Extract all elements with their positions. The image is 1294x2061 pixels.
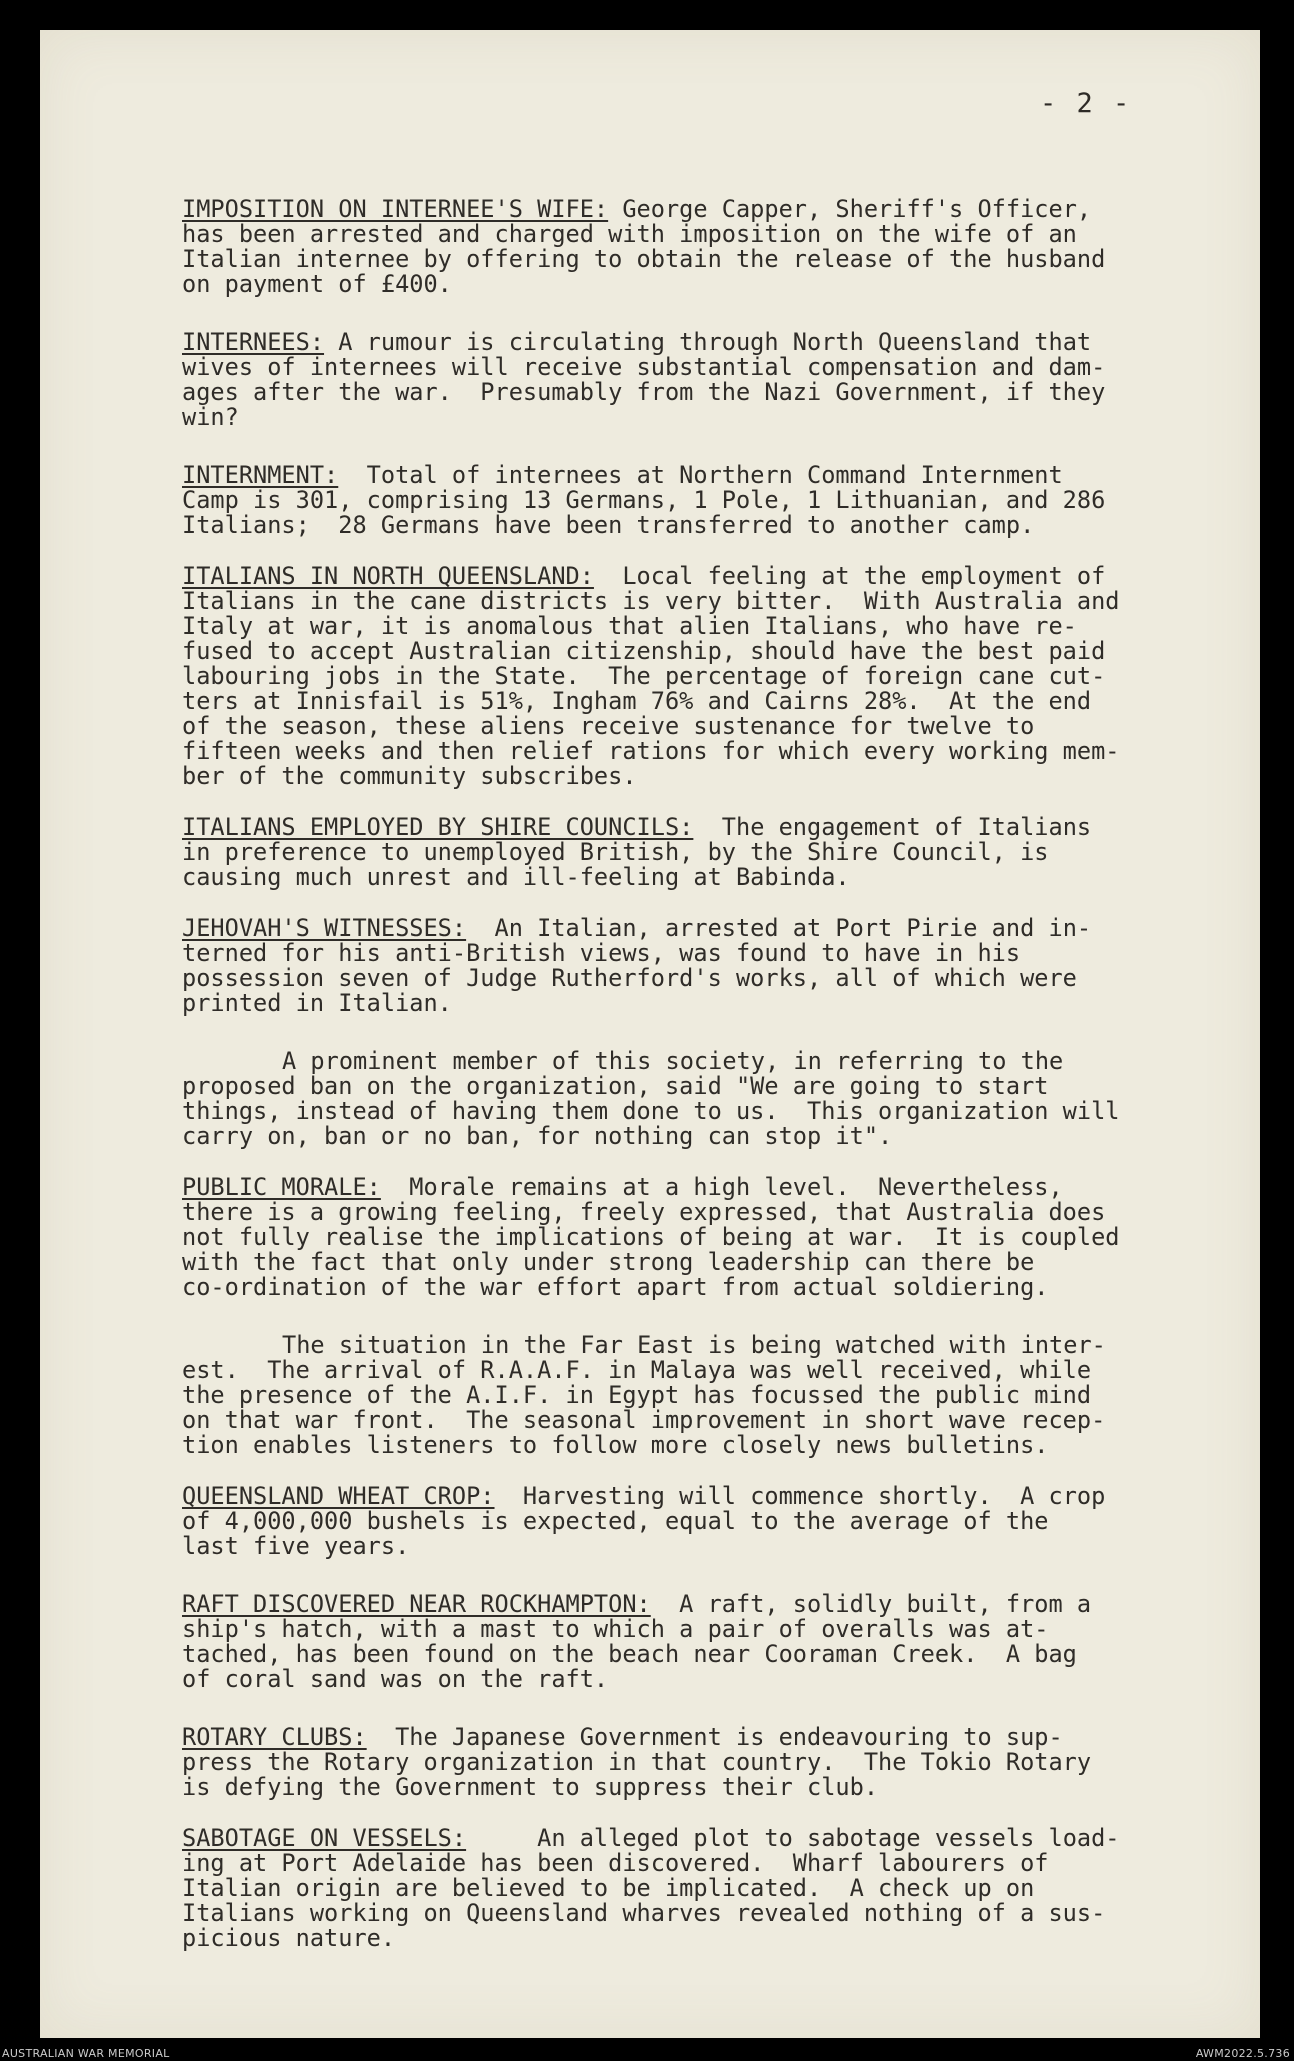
paragraph-line: A rumour is circulating through North Queensland that [324, 328, 1092, 356]
paragraph-line: picious nature. [182, 1924, 396, 1952]
paragraph-line: causing much unrest and ill-feeling at Babinda. [182, 863, 850, 891]
footer-source-label: AUSTRALIAN WAR MEMORIAL [2, 2047, 170, 2060]
paragraph-internment [182, 463, 1182, 538]
paragraph-line: wives of internees will receive substantial compensation and dam- [182, 353, 1106, 381]
document-body [182, 197, 1182, 1951]
paragraph-line: Local feeling at the employment of [593, 562, 1106, 590]
paragraph-heading: QUEENSLAND WHEAT CROP: [182, 1482, 495, 1510]
paragraph-line: last five years. [182, 1532, 410, 1560]
paragraph-line: press the Rotary organization in that country. The Tokio Rotary [182, 1748, 1092, 1776]
paragraph-line: A prominent member of this society, in referring to the [282, 1047, 1064, 1075]
page-number: - 2 - [1040, 88, 1132, 119]
footer-reference-number: AWM2022.5.736 [1195, 2047, 1290, 2060]
paragraph-line: on that war front. The seasonal improvement in short wave recep- [182, 1406, 1106, 1434]
paragraph-line: The situation in the Far East is being watched with inter- [282, 1331, 1106, 1359]
paragraph-rotary-clubs [182, 1725, 1182, 1800]
paragraph-line: Italians working on Queensland wharves revealed nothing of a sus- [182, 1899, 1106, 1927]
paragraph-line: Morale remains at a high level. Nevertheless, [380, 1173, 1063, 1201]
paragraph-line: Italy at war, it is anomalous that alien Italians, who have re- [182, 612, 1077, 640]
paragraph-line: ters at Innisfail is 51%, Ingham 76% and Cairns 28%. At the end [182, 687, 1092, 715]
paragraph-line: est. The arrival of R.A.A.F. in Malaya was well received, while [182, 1356, 1092, 1384]
paragraph-public-morale [182, 1175, 1182, 1300]
paragraph-line: Italian origin are believed to be implicated. A check up on [182, 1874, 1035, 1902]
paragraph-heading: SABOTAGE ON VESSELS: [182, 1824, 467, 1852]
paragraph-line: is defying the Government to suppress their club. [182, 1773, 879, 1801]
paragraph-line: An Italian, arrested at Port Pirie and in- [466, 914, 1092, 942]
paragraph-line: proposed ban on the organization, said "We are going to start [182, 1072, 1049, 1100]
paragraph-line: Italians in the cane districts is very bitter. With Australia and [182, 587, 1120, 615]
paragraph-heading: ITALIANS IN NORTH QUEENSLAND: [182, 562, 594, 590]
paragraph-heading: RAFT DISCOVERED NEAR ROCKHAMPTON: [182, 1590, 651, 1618]
paragraph-public-morale-continued [182, 1333, 1182, 1458]
paragraph-jehovahs-witnesses-continued [182, 1049, 1182, 1149]
paragraph-line: A raft, solidly built, from a [650, 1590, 1092, 1618]
paragraph-line: The Japanese Government is endeavouring to sup- [366, 1723, 1063, 1751]
paragraph-heading: INTERNMENT: [182, 461, 339, 489]
paragraph-line: win? [182, 403, 239, 431]
paragraph-line: tion enables listeners to follow more closely news bulletins. [182, 1431, 1049, 1459]
paragraph-line: fused to accept Australian citizenship, should have the best paid [182, 637, 1106, 665]
paragraph-line: ber of the community subscribes. [182, 762, 637, 790]
paragraph-line: has been arrested and charged with imposition on the wife of an [182, 220, 1077, 248]
paragraph-line: terned for his anti-British views, was found to have in his [182, 939, 1021, 967]
paragraph-line: The engagement of Italians [693, 813, 1092, 841]
paragraph-line: fifteen weeks and then relief rations for which every working mem- [182, 737, 1120, 765]
paragraph-line: co-ordination of the war effort apart from actual soldiering. [182, 1273, 1049, 1301]
paragraph-heading: ROTARY CLUBS: [182, 1723, 367, 1751]
paragraph-line: ship's hatch, with a mast to which a pair of overalls was at- [182, 1615, 1049, 1643]
paragraph-line: ages after the war. Presumably from the Nazi Government, if they [182, 378, 1106, 406]
paragraph-jehovahs-witnesses [182, 916, 1182, 1016]
paragraph-line: Italian internee by offering to obtain the release of the husband [182, 245, 1106, 273]
paragraph-raft-discovered [182, 1592, 1182, 1692]
paragraph-heading: INTERNEES: [182, 328, 325, 356]
paragraph-line: printed in Italian. [182, 989, 452, 1017]
paragraph-line: tached, has been found on the beach near Cooraman Creek. A bag [182, 1640, 1077, 1668]
paragraph-line: Camp is 301, comprising 13 Germans, 1 Pole, 1 Lithuanian, and 286 [182, 486, 1106, 514]
paragraph-line: in preference to unemployed British, by the Shire Council, is [182, 838, 1049, 866]
paragraph-line: ing at Port Adelaide has been discovered. Wharf labourers of [182, 1849, 1049, 1877]
paragraph-line: George Capper, Sheriff's Officer, [608, 195, 1092, 223]
paragraph-line: the presence of the A.I.F. in Egypt has focussed the public mind [182, 1381, 1092, 1409]
paragraph-heading: ITALIANS EMPLOYED BY SHIRE COUNCILS: [182, 813, 694, 841]
paragraph-line: labouring jobs in the State. The percentage of foreign cane cut- [182, 662, 1106, 690]
paragraph-internees [182, 330, 1182, 430]
paragraph-line: of coral sand was on the raft. [182, 1665, 609, 1693]
paragraph-italians-employed-by-shire-councils [182, 815, 1182, 890]
paragraph-line: An alleged plot to sabotage vessels load- [466, 1824, 1120, 1852]
paragraph-imposition-on-internees-wife [182, 197, 1182, 297]
paragraph-line: of the season, these aliens receive sustenance for twelve to [182, 712, 1035, 740]
paragraph-line: possession seven of Judge Rutherford's works, all of which were [182, 964, 1077, 992]
paragraph-italians-in-north-queensland [182, 564, 1182, 789]
paragraph-line: on payment of £400. [182, 270, 452, 298]
paragraph-line: carry on, ban or no ban, for nothing can stop it". [182, 1122, 893, 1150]
paragraph-line: with the fact that only under strong leadership can there be [182, 1248, 1035, 1276]
paragraph-line: not fully realise the implications of being at war. It is coupled [182, 1223, 1120, 1251]
paragraph-line: there is a growing feeling, freely expressed, that Australia does [182, 1198, 1106, 1226]
paragraph-queensland-wheat-crop [182, 1484, 1182, 1559]
paragraph-heading: JEHOVAH'S WITNESSES: [182, 914, 467, 942]
paragraph-sabotage-on-vessels [182, 1826, 1182, 1951]
paragraph-line: Italians; 28 Germans have been transferred to another camp. [182, 511, 1035, 539]
paragraph-line: of 4,000,000 bushels is expected, equal to the average of the [182, 1507, 1049, 1535]
paragraph-heading: IMPOSITION ON INTERNEE'S WIFE: [182, 195, 609, 223]
paragraph-line: Harvesting will commence shortly. A crop [494, 1482, 1106, 1510]
paragraph-line: things, instead of having them done to us. This organization will [182, 1097, 1120, 1125]
paragraph-line: Total of internees at Northern Command Internment [338, 461, 1063, 489]
paragraph-heading: PUBLIC MORALE: [182, 1173, 381, 1201]
